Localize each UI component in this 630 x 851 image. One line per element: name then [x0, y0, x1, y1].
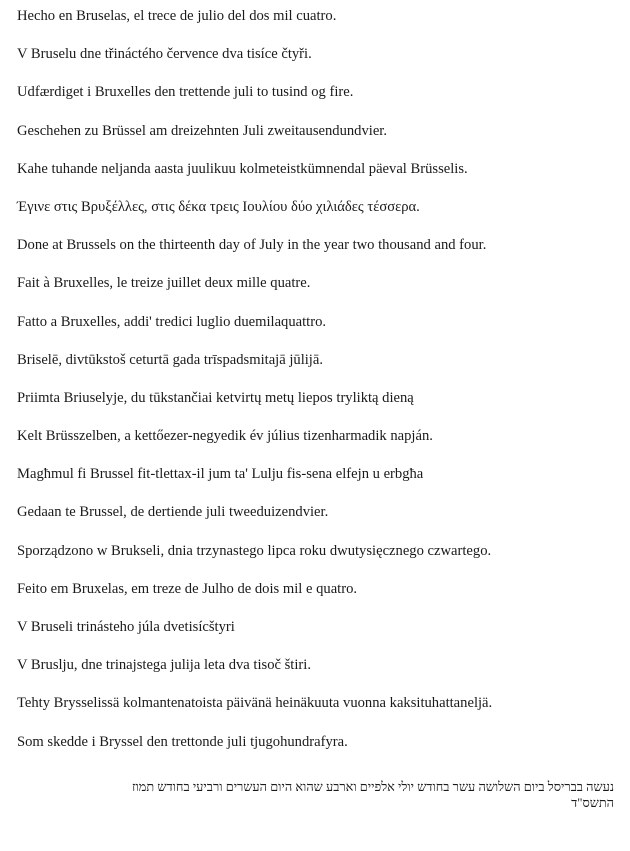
clause-spanish: Hecho en Bruselas, el trece de julio del dos mil cuatro.: [17, 8, 337, 24]
clause-french: Fait à Bruxelles, le treize juillet deux mille quatre.: [17, 275, 311, 292]
clause-estonian: Kahe tuhande neljanda aasta juulikuu kolmeteistkümnendal päeval Brüsselis.: [17, 160, 468, 177]
clause-portuguese: Feito em Bruxelas, em treze de Julho de dois mil e quatro.: [17, 580, 358, 597]
clause-danish: Udfærdiget i Bruxelles den trettende juli to tusind og fire.: [17, 84, 354, 101]
clause-finnish: Tehty Brysselissä kolmantenatoista päivänä heinäkuuta vuonna kaksituhattaneljä.: [17, 695, 493, 712]
clause-english: Done at Brussels on the thirteenth day of July in the year two thousand and four.: [17, 237, 487, 254]
clause-polish: Sporządzono w Brukseli, dnia trzynastego lipca roku dwutysięcznego czwartego.: [17, 542, 492, 559]
clause-slovak: V Bruseli trinásteho júla dvetisícštyri: [17, 619, 235, 635]
clause-swedish: Som skedde i Bryssel den trettonde juli tjugohundrafyra.: [17, 733, 348, 750]
clause-slovenian: V Bruslju, dne trinajstega julija leta dva tisoč štiri.: [17, 657, 311, 674]
clause-greek: Έγινε στις Βρυξέλλες, στις δέκα τρεις Ιουλίου δύο χιλιάδες τέσσερα.: [17, 198, 420, 215]
clause-czech: V Bruselu dne třináctého července dva tisíce čtyři.: [17, 46, 312, 63]
clause-hungarian: Kelt Brüsszelben, a kettőezer-negyedik év július tizenharmadik napján.: [17, 428, 433, 445]
clause-hebrew-line-1: נעשה בבריסל ביום השלושה עשר בחודש יולי אלפיים וארבע שהוא היום העשרים ורביעי בחודש תמוז: [131, 780, 614, 794]
clause-lithuanian: Priimta Briuselyje, du tūkstančiai ketvirtų metų liepos tryliktą dieną: [17, 389, 414, 406]
signature-clause-list: [17, 7, 617, 771]
clause-hebrew: [14, 779, 614, 811]
clause-hebrew-line-2: התשס"ד: [571, 796, 614, 810]
clause-latvian: Briselē, divtūkstoš ceturtā gada trīspadsmitajā jūlijā.: [17, 351, 323, 368]
clause-maltese: Magħmul fi Brussel fit-tlettax-il jum ta' Lulju fis-sena elfejn u erbgħa: [17, 466, 424, 483]
clause-dutch: Gedaan te Brussel, de dertiende juli tweeduizendvier.: [17, 504, 329, 521]
clause-italian: Fatto a Bruxelles, addi' tredici luglio duemilaquattro.: [17, 313, 327, 330]
clause-german: Geschehen zu Brüssel am dreizehnten Juli zweitausendundvier.: [17, 122, 387, 139]
